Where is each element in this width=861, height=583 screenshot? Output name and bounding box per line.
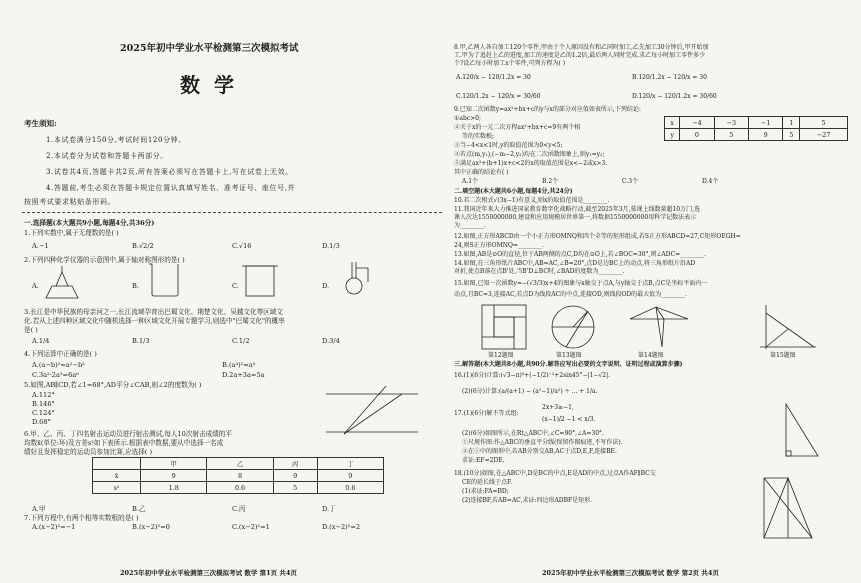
subject-title: 数学 bbox=[180, 73, 248, 97]
q4-option-d: D.2a+3a=5a bbox=[222, 371, 265, 379]
table-row bbox=[93, 482, 384, 494]
figure-caption: 第12题图 bbox=[488, 352, 514, 359]
q2-option-a: A. bbox=[32, 282, 39, 290]
q17-inequality-2: (x−1)/2 −1 < x/3. bbox=[542, 416, 596, 423]
table-cell: s² bbox=[93, 482, 141, 494]
question-1: 1.下列实数中,属于无理数的是( ) bbox=[24, 229, 119, 237]
q8-option-b: B.120/1.2x − 120/x = 30 bbox=[632, 74, 707, 81]
question-4: 4.下列运算中正确的是( ) bbox=[24, 350, 97, 358]
table-cell: 5 bbox=[714, 129, 748, 141]
q1-option-d: D.1/3 bbox=[322, 242, 340, 250]
q3-option-a: A.1/4 bbox=[32, 337, 50, 345]
table-cell: 9 bbox=[273, 470, 317, 482]
question-8: 8.甲,乙两人各自加工120个零件,甲由于个人原因没有和乙同时加工,乙先加工30分钟后,甲开始加 bbox=[454, 44, 709, 51]
table-cell: 5 bbox=[783, 129, 800, 141]
table-cell: −4 bbox=[680, 117, 714, 129]
question-3: 3.长江是中华民族的母亲河之一,长江流域孕育出巴蜀文化、荆楚文化、吴越文化等区域文 bbox=[24, 308, 283, 316]
question-15: 15.如图,已知一次函数y=−(√3/3)x+4的图象与x轴交于点A,与y轴交于点B,点C是坐标平面内一 bbox=[454, 280, 708, 287]
page-1 bbox=[22, 0, 442, 583]
q1-option-c: C.√16 bbox=[232, 242, 252, 250]
table-cell: −27 bbox=[800, 129, 848, 141]
question-11: 为________. bbox=[454, 222, 486, 229]
q9-statement: ①abc>0; bbox=[454, 115, 482, 122]
q5-option-c: C.124° bbox=[32, 409, 55, 417]
q5-parallel-lines-figure bbox=[322, 384, 422, 440]
q9-statement: ③当−4<x<1时,y的取值范围为0<y<5; bbox=[454, 142, 563, 149]
table-cell: 9 bbox=[749, 129, 783, 141]
q7-option-c: C.(x−2)²=1 bbox=[232, 523, 270, 531]
q17-right-triangle-figure bbox=[782, 400, 822, 460]
q12-square-figure bbox=[480, 303, 530, 351]
q6-option-a: A.甲 bbox=[32, 505, 46, 513]
question-8: 工.甲为了追赶上乙的进度,加工的速度是乙的1.2倍,最后两人同时完成.求乙每小时加工零件多少 bbox=[454, 52, 706, 59]
q8-option-a: A.120/x − 120/1.2x = 30 bbox=[456, 74, 531, 81]
q15-coordinate-figure bbox=[758, 303, 818, 351]
q9-option-d: D.4个 bbox=[702, 178, 719, 185]
question-17-2: ②在①中的图形中,若AB分别交AB,AC于点D,E,F,连接BE. bbox=[462, 448, 617, 455]
q6-option-b: B.乙 bbox=[132, 505, 146, 513]
q7-option-a: A.(x−2)²=−1 bbox=[32, 523, 76, 531]
question-5: 5.如图,AB∥CD,若∠1=68°,AD平分∠CAB,则∠2的度数为( ) bbox=[24, 381, 202, 389]
q9-option-b: B.2个 bbox=[542, 178, 559, 185]
table-cell: 1.8 bbox=[141, 482, 207, 494]
q14-triangle-figure bbox=[628, 305, 690, 349]
q2-option-d: D. bbox=[322, 282, 330, 290]
question-11: 11.我国近年来大力推进国家教育数字化战略行动,截至2025年3月,慕课上线数量超10万门,选 bbox=[454, 206, 700, 213]
table-cell: 8 bbox=[207, 470, 273, 482]
question-14: 14.如图,在三角形纸片ABC中,AB=AC,∠B=20°,点D是边BC上的动点,将三角形纸片沿AD bbox=[454, 260, 696, 267]
q9-value-table bbox=[664, 116, 848, 141]
question-18: (1)求证:FA=BD; bbox=[462, 488, 509, 495]
question-17-2: (2)(6分)如图所示,在Rt△ABC中,∠C=90°,∠A=30°. bbox=[462, 430, 604, 437]
q3-option-d: D.3/4 bbox=[322, 337, 340, 345]
q9-statement: ④若点(m,y₁),(−m−2,y₂)均在二次函数图象上,则y₁=y₂; bbox=[454, 151, 605, 158]
table-cell: 0.6 bbox=[317, 482, 383, 494]
question-8: 个?设乙每小时加工x个零件,可列方程为( ) bbox=[454, 60, 566, 67]
table-cell: 5 bbox=[273, 482, 317, 494]
question-17-1: 17.(1)(6分)解不等式组: bbox=[454, 410, 519, 417]
section3-heading: 三.解答题(本大题共8小题,共90分.解答应写出必要的文字说明、证明过程或演算步骤) bbox=[454, 361, 683, 368]
table-cell bbox=[93, 458, 141, 470]
section2-heading: 二.填空题(本大题共6小题,每题4分,共24分) bbox=[454, 188, 573, 195]
q9-statement: ⑤满足ax²+(b+1)x+c<2的x的取值范围是x<−2或x>3. bbox=[454, 160, 608, 167]
question-9: 9.已知二次函数y=ax²+bx+c的y与x的部分对应值如表所示,下列结论: bbox=[454, 106, 641, 113]
q7-option-b: B.(x−2)²=0 bbox=[132, 523, 170, 531]
notice-line: 3.试卷共4页,答题卡共2页,所有答案必须写在答题卡上,写在试卷上无效。 bbox=[46, 168, 293, 176]
table-cell: 0.6 bbox=[207, 482, 273, 494]
question-18: 18.(10分)如图,在△ABC中,D是BC的中点,E是AD的中点,过点A作AF∥BC交 bbox=[454, 470, 656, 477]
table-row bbox=[665, 129, 848, 141]
table-row bbox=[93, 470, 384, 482]
table-cell: 1 bbox=[783, 117, 800, 129]
q1-option-a: A.−1 bbox=[32, 242, 49, 250]
question-13: 13.如图,AB是⊙O的直径,位于AB两侧的点C,D均在⊙O上,若∠BOC=30°,则∠ADC=________. bbox=[454, 251, 707, 258]
q4-option-b: B.(a³)²=a⁵ bbox=[222, 361, 256, 369]
flask-figure bbox=[334, 258, 374, 298]
question-12: 12.如图,正方形ABCD由一个小正方形OMNQ和四个全等的矩形组成,若S正方形ABCD=27,C矩形OEGH= bbox=[454, 233, 741, 240]
question-2: 2.下列四种化学仪器的示意图中,属于轴对称图形的是( ) bbox=[24, 256, 185, 264]
q13-circle-figure bbox=[548, 303, 598, 351]
q7-option-d: D.(x−2)²=2 bbox=[322, 523, 361, 531]
q9-option-c: C.3个 bbox=[622, 178, 639, 185]
notice-heading: 考生须知: bbox=[24, 119, 57, 128]
page-footer: 2025年初中学业水平检测第三次模拟考试 数学 第2页 共4页 bbox=[542, 569, 719, 577]
notice-line: 2.本试卷分为试卷和答题卡两部分。 bbox=[46, 152, 168, 160]
question-18: CE的延长线于点F. bbox=[462, 479, 513, 486]
table-cell: 丙 bbox=[273, 458, 317, 470]
alcohol-lamp-figure bbox=[42, 266, 82, 302]
q17-inequality-1: 2x+3≥−1, bbox=[542, 404, 574, 411]
q6-score-table bbox=[92, 457, 384, 494]
question-16-1: 16.(1)(6分)计算:(√3−π)⁰+(−1/2)⁻²+2sin45°−|1−√2|. bbox=[454, 372, 611, 379]
q3-option-c: C.1/2 bbox=[232, 337, 250, 345]
beaker-figure bbox=[146, 262, 182, 298]
table-cell: y bbox=[665, 129, 680, 141]
table-cell: x bbox=[665, 117, 680, 129]
table-cell: 9 bbox=[317, 470, 383, 482]
question-3: 化.若从上述四种区域文化中随机选择一种区域文化开展专题学习,则选中"巴蜀文化"的概率 bbox=[24, 317, 285, 325]
q6-option-c: C.丙 bbox=[232, 505, 246, 513]
table-cell: 9 bbox=[141, 470, 207, 482]
q2-option-b: B. bbox=[132, 282, 139, 290]
q18-triangle-figure bbox=[760, 472, 816, 542]
gas-jar-figure bbox=[240, 262, 280, 298]
table-cell: 丁 bbox=[317, 458, 383, 470]
question-3: 是( ) bbox=[24, 326, 38, 334]
q3-option-b: B.1/3 bbox=[132, 337, 150, 345]
table-cell: 0 bbox=[680, 129, 714, 141]
question-17-2: ①尺规作图:作△ABC的垂直平分线(保留作图痕迹,不写作法). bbox=[462, 439, 623, 446]
q4-option-c: C.3a²·2a³=6a⁶ bbox=[32, 371, 79, 379]
q2-option-c: C. bbox=[232, 282, 239, 290]
q8-option-c: C.120/1.2x − 120/x = 30/60 bbox=[456, 93, 541, 100]
cut-line bbox=[22, 212, 442, 213]
exam-title: 2025年初中学业水平检测第三次模拟考试 bbox=[120, 43, 299, 54]
table-row bbox=[93, 458, 384, 470]
question-17-2: 求证:EF=2DE. bbox=[462, 457, 505, 464]
section1-heading: 一.选择题(本大题共9小题,每题4分,共36分) bbox=[24, 219, 155, 227]
q9-statement: ②关于x的一元二次方程ax²+bx+c=9有两个相 bbox=[454, 124, 581, 131]
notice-line: 按照考试要求粘贴条形码。 bbox=[24, 198, 116, 206]
question-11: 课人次达1550000000,建设和应用规模居世界第一,将数据1550000000用科学记数法表示 bbox=[454, 214, 697, 221]
table-cell: 甲 bbox=[141, 458, 207, 470]
question-12: 24,则S正方形OMNQ=________. bbox=[454, 242, 544, 249]
q5-option-b: B.146° bbox=[32, 400, 55, 408]
q9-statement: 其中正确的结论有( ) bbox=[454, 169, 509, 176]
question-16-2: (2)(6分)计算:(a/(a+1) − (a²−1)/a²) ÷ ... + 1/a. bbox=[462, 388, 598, 395]
page-footer: 2025年初中学业水平检测第三次模拟考试 数学 第1页 共4页 bbox=[120, 569, 297, 577]
q8-option-d: D.120/x − 120/1.2x = 30/60 bbox=[632, 93, 717, 100]
table-cell: x̄ bbox=[93, 470, 141, 482]
table-cell: −3 bbox=[714, 117, 748, 129]
notice-line: 4.答题前,考生必须在答题卡规定位置认真填写姓名、准考证号、座位号,并 bbox=[46, 184, 296, 192]
question-15: 动点,且BC=3,连接AC,若点D为线段AC的中点,连接OD,则线段OD的最大值为________. bbox=[454, 291, 688, 298]
q6-option-d: D.丁 bbox=[322, 505, 336, 513]
question-14: 对折,使点B落在点B'处,当B'D⊥BC时,∠BAD的度数为________. bbox=[454, 268, 625, 275]
question-6: 均数x̄(单位:环)及方差s²如下表所示.根据表中数据,要从中选择一名成 bbox=[24, 439, 224, 447]
notice-line: 1.本试卷满分150分,考试时间120分钟。 bbox=[46, 136, 186, 144]
table-row bbox=[665, 117, 848, 129]
question-10: 10.若二次根式√(3x−1)有意义,则x的取值范围是________. bbox=[454, 197, 610, 204]
table-cell: −1 bbox=[749, 117, 783, 129]
q1-option-b: B.√2/2 bbox=[132, 242, 154, 250]
question-7: 7.下列方程中,有两个相等实数根的是( ) bbox=[24, 514, 139, 522]
question-6: 6.甲、乙、丙、丁四名射击运动员进行射击测试,每人10次射击成绩的平 bbox=[24, 430, 232, 438]
question-6: 绩好且发挥稳定的运动员参加比赛,应选择( ) bbox=[24, 448, 153, 456]
table-cell: 5 bbox=[800, 117, 848, 129]
q5-option-a: A.112° bbox=[32, 391, 55, 399]
q9-statement: 等的实数根; bbox=[462, 133, 495, 140]
question-18: (2)连接BF,若AB=AC,求证:四边形ADBF是矩形. bbox=[462, 497, 593, 504]
q5-option-d: D.68° bbox=[32, 418, 51, 426]
q4-option-a: A.(a−b)²=a²−b² bbox=[32, 361, 85, 369]
q9-option-a: A.1个 bbox=[462, 178, 479, 185]
page-2 bbox=[452, 0, 852, 583]
table-cell: 乙 bbox=[207, 458, 273, 470]
figure-caption: 第14题图 bbox=[638, 352, 664, 359]
figure-caption: 第15题图 bbox=[770, 352, 796, 359]
figure-caption: 第13题图 bbox=[556, 352, 582, 359]
